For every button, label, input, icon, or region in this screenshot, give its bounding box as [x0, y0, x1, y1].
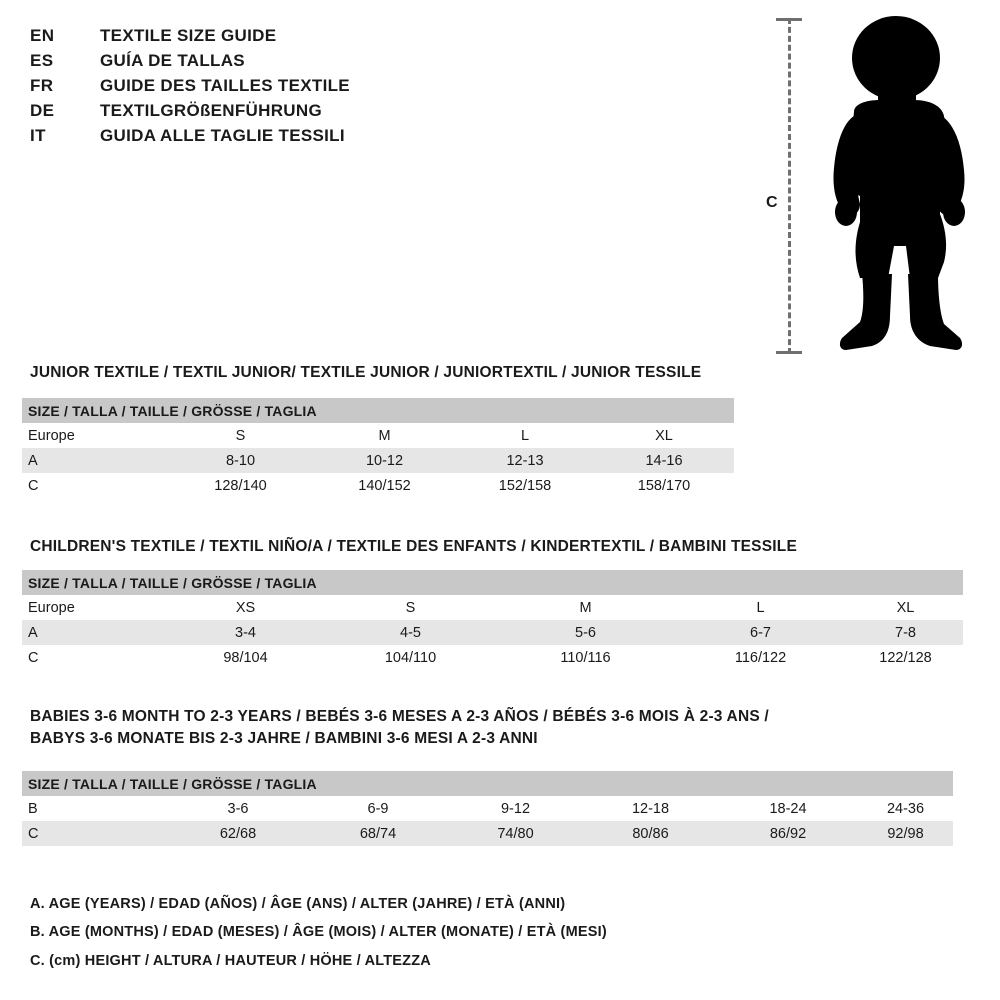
cell-value: 140/152 — [313, 473, 456, 498]
language-row-it — [30, 126, 450, 146]
cell-value: L — [456, 423, 594, 448]
cell-value: M — [313, 423, 456, 448]
language-row-fr — [30, 76, 450, 96]
cell-value: 18-24 — [718, 796, 858, 821]
legend-line-a: A. AGE (YEARS) / EDAD (AÑOS) / ÂGE (ANS) / ALTER (JAHRE) / ETÀ (ANNI) — [30, 896, 566, 912]
cell-value: XL — [594, 423, 734, 448]
child-silhouette-icon — [810, 16, 985, 356]
table-row — [22, 821, 953, 846]
row-label: B — [22, 796, 168, 821]
cell-value: 9-12 — [448, 796, 583, 821]
children-table-header: SIZE / TALLA / TAILLE / GRÖSSE / TAGLIA — [22, 570, 963, 595]
language-row-en — [30, 26, 450, 46]
measure-cap-bottom — [776, 351, 802, 354]
language-code: IT — [30, 126, 46, 145]
row-label: C — [22, 473, 168, 498]
language-row-de — [30, 101, 450, 121]
cell-value: 6-7 — [673, 620, 848, 645]
cell-value: S — [323, 595, 498, 620]
table-row — [22, 796, 953, 821]
language-row-es — [30, 51, 450, 71]
language-title: GUÍA DE TALLAS — [100, 51, 245, 70]
legend-block — [30, 890, 607, 975]
cell-value: L — [673, 595, 848, 620]
junior-section-title: JUNIOR TEXTILE / TEXTIL JUNIOR/ TEXTILE JUNIOR / JUNIORTEXTIL / JUNIOR TESSILE — [30, 364, 702, 381]
cell-value: 4-5 — [323, 620, 498, 645]
language-title: GUIDE DES TAILLES TEXTILE — [100, 76, 350, 95]
language-code: DE — [30, 101, 55, 120]
measure-cap-top — [776, 18, 802, 21]
babies-title-line-1: BABIES 3-6 MONTH TO 2-3 YEARS / BEBÉS 3-6 MESES A 2-3 AÑOS / BÉBÉS 3-6 MOIS À 2-3 ANS / — [30, 708, 769, 725]
table-header-row — [22, 771, 953, 796]
children-size-table — [22, 570, 963, 670]
cell-value: 74/80 — [448, 821, 583, 846]
cell-value: 5-6 — [498, 620, 673, 645]
cell-value: 116/122 — [673, 645, 848, 670]
children-section-title: CHILDREN'S TEXTILE / TEXTIL NIÑO/A / TEXTILE DES ENFANTS / KINDERTEXTIL / BAMBINI TESSILE — [30, 538, 797, 555]
row-label: Europe — [22, 595, 168, 620]
babies-section-title — [30, 706, 930, 751]
cell-value: M — [498, 595, 673, 620]
cell-value: 3-6 — [168, 796, 308, 821]
cell-value: 6-9 — [308, 796, 448, 821]
junior-table-header: SIZE / TALLA / TAILLE / GRÖSSE / TAGLIA — [22, 398, 734, 423]
cell-value: XS — [168, 595, 323, 620]
row-label: C — [22, 645, 168, 670]
cell-value: 7-8 — [848, 620, 963, 645]
cell-value: 10-12 — [313, 448, 456, 473]
cell-value: XL — [848, 595, 963, 620]
table-header-row — [22, 570, 963, 595]
table-row — [22, 473, 734, 498]
cell-value: 158/170 — [594, 473, 734, 498]
table-header-row — [22, 398, 734, 423]
language-title-block — [30, 26, 450, 151]
cell-value: 98/104 — [168, 645, 323, 670]
cell-value: 14-16 — [594, 448, 734, 473]
cell-value: 24-36 — [858, 796, 953, 821]
cell-value: 3-4 — [168, 620, 323, 645]
babies-size-table — [22, 771, 953, 846]
table-row — [22, 620, 963, 645]
language-code: ES — [30, 51, 54, 70]
cell-value: 128/140 — [168, 473, 313, 498]
table-row — [22, 423, 734, 448]
cell-value: S — [168, 423, 313, 448]
cell-value: 86/92 — [718, 821, 858, 846]
table-row — [22, 645, 963, 670]
language-title: TEXTILE SIZE GUIDE — [100, 26, 277, 45]
junior-size-table — [22, 398, 734, 498]
row-label: Europe — [22, 423, 168, 448]
legend-line-c: C. (cm) HEIGHT / ALTURA / HAUTEUR / HÖHE / ALTEZZA — [30, 952, 431, 969]
language-title: TEXTILGRÖßENFÜHRUNG — [100, 101, 322, 120]
height-measure-figure — [740, 8, 990, 358]
cell-value: 122/128 — [848, 645, 963, 670]
language-code: EN — [30, 26, 55, 45]
cell-value: 62/68 — [168, 821, 308, 846]
babies-table-header: SIZE / TALLA / TAILLE / GRÖSSE / TAGLIA — [22, 771, 953, 796]
row-label: A — [22, 620, 168, 645]
cell-value: 68/74 — [308, 821, 448, 846]
cell-value: 80/86 — [583, 821, 718, 846]
legend-line-b: B. AGE (MONTHS) / EDAD (MESES) / ÂGE (MOIS) / ALTER (MONATE) / ETÀ (MESI) — [30, 924, 607, 941]
measure-dashed-line — [788, 18, 791, 354]
cell-value: 12-18 — [583, 796, 718, 821]
babies-title-line-2: BABYS 3-6 MONATE BIS 2-3 JAHRE / BAMBINI 3-6 MESI A 2-3 ANNI — [30, 730, 538, 748]
row-label: C — [22, 821, 168, 846]
measure-label-c: C — [766, 194, 778, 211]
row-label: A — [22, 448, 168, 473]
language-code: FR — [30, 76, 54, 95]
cell-value: 12-13 — [456, 448, 594, 473]
cell-value: 110/116 — [498, 645, 673, 670]
cell-value: 8-10 — [168, 448, 313, 473]
cell-value: 104/110 — [323, 645, 498, 670]
table-row — [22, 448, 734, 473]
table-row — [22, 595, 963, 620]
language-title: GUIDA ALLE TAGLIE TESSILI — [100, 126, 345, 145]
cell-value: 92/98 — [858, 821, 953, 846]
cell-value: 152/158 — [456, 473, 594, 498]
